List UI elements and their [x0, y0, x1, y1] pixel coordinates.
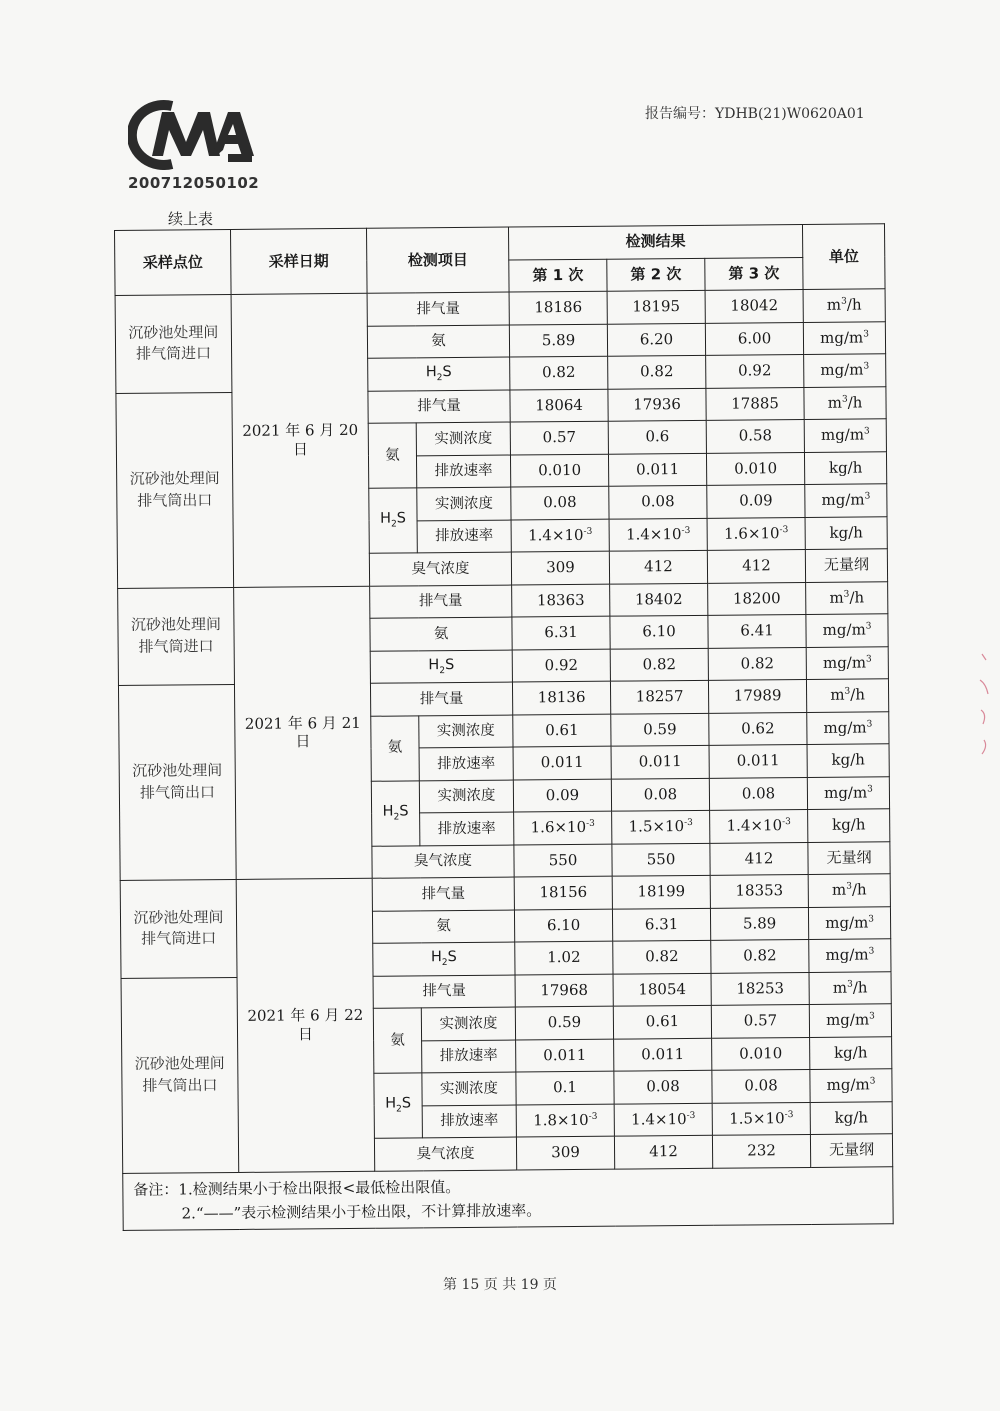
odor-value-1: 309 — [516, 1136, 614, 1169]
rate-exponent: -3 — [681, 525, 691, 536]
item-h2s — [371, 780, 420, 845]
unit-mgm3 — [806, 614, 888, 647]
outlet-nh3-rate-value-1: 0.010 — [510, 454, 608, 487]
inlet-point: 沉砂池处理间排气筒进口 — [118, 587, 235, 686]
unit-dimensionless: 无量纲 — [808, 841, 890, 874]
unit-sup: 3 — [863, 426, 870, 437]
unit-base: m — [832, 978, 848, 997]
rate-exponent: -3 — [588, 1111, 598, 1122]
unit-base: mg/m — [822, 653, 867, 672]
unit-sup: 3 — [868, 946, 875, 957]
unit-sup: 3 — [863, 361, 870, 372]
item-measured-conc: 实测浓度 — [421, 1007, 515, 1040]
inlet-h2s-value-2: 0.82 — [608, 355, 706, 388]
item-measured-conc: 实测浓度 — [419, 715, 513, 748]
item-measured-conc: 实测浓度 — [417, 487, 511, 520]
inlet-nh3-value-3: 6.41 — [708, 614, 806, 647]
unit-kgh: kg/h — [810, 1036, 892, 1069]
inlet-flow-value-2: 18402 — [610, 583, 708, 616]
item-h2s — [369, 488, 418, 553]
inlet-flow-value-1: 18363 — [512, 584, 610, 617]
outlet-nh3-conc-value-3: 0.57 — [711, 1004, 809, 1037]
odor-value-1: 309 — [511, 551, 609, 584]
unit-base: mg/m — [821, 490, 865, 510]
item-h2s — [368, 357, 510, 391]
unit-sup: 3 — [869, 1076, 876, 1087]
unit-tail: /h — [850, 685, 866, 704]
h2s-h: H — [382, 803, 394, 820]
rate-exponent: -3 — [583, 526, 593, 537]
sampling-date: 2021 年 6 月 21 日 — [234, 586, 373, 880]
unit-kgh: kg/h — [807, 744, 889, 777]
unit-mgm3 — [804, 354, 886, 387]
note-2: 2.“——”表示检测结果小于检出限，不计算排放速率。 — [181, 1200, 542, 1222]
outlet-nh3-rate-value-2: 0.011 — [614, 1038, 712, 1071]
unit-base: mg/m — [820, 328, 864, 347]
inlet-h2s-value-2: 0.82 — [613, 940, 711, 973]
inlet-h2s-value-3: 0.92 — [706, 354, 804, 387]
outlet-flow-value-2: 17936 — [608, 388, 706, 421]
odor-value-2: 412 — [609, 550, 707, 583]
header-unit: 单位 — [803, 224, 886, 290]
h2s-s: S — [396, 510, 407, 527]
unit-sup: 3 — [847, 979, 853, 990]
item-measured-conc: 实测浓度 — [416, 422, 510, 455]
outlet-nh3-conc-value-1: 0.57 — [510, 421, 608, 454]
h2s-sub: 2 — [391, 519, 397, 530]
outlet-point: 沉砂池处理间排气筒出口 — [116, 392, 234, 588]
h2s-sub: 2 — [441, 958, 448, 969]
unit-base: mg/m — [823, 783, 868, 802]
unit-tail: /h — [851, 880, 867, 899]
unit-base: m — [829, 588, 844, 607]
h2s-rate-value-3 — [707, 517, 805, 550]
unit-kgh: kg/h — [805, 451, 887, 484]
outlet-nh3-conc-value-1: 0.61 — [513, 714, 611, 747]
unit-m3h — [806, 581, 888, 614]
results-table — [114, 223, 894, 1230]
unit-tail: /h — [847, 393, 863, 412]
header-test-item: 检测项目 — [366, 227, 509, 293]
header-run-1: 第 1 次 — [509, 259, 607, 292]
unit-sup: 3 — [863, 329, 869, 340]
unit-base: mg/m — [825, 1010, 870, 1030]
unit-dimensionless: 无量纲 — [805, 549, 887, 582]
outlet-flow-value-3: 17989 — [708, 679, 806, 712]
inlet-nh3-value-2: 6.31 — [612, 908, 710, 941]
unit-mgm3 — [807, 711, 889, 744]
h2s-h: H — [430, 949, 442, 966]
outlet-nh3-conc-value-2: 0.61 — [613, 1005, 711, 1038]
unit-sup: 3 — [869, 1011, 875, 1022]
outlet-flow-value-2: 18054 — [613, 973, 711, 1006]
unit-sup: 3 — [867, 784, 873, 795]
header-results: 检测结果 — [509, 224, 803, 259]
unit-mgm3 — [803, 321, 885, 354]
item-odor: 臭气浓度 — [369, 552, 511, 586]
outlet-nh3-rate-value-1: 0.011 — [513, 746, 611, 779]
unit-sup: 3 — [841, 296, 847, 308]
h2s-s: S — [447, 949, 457, 966]
h2s-sub: 2 — [439, 665, 446, 676]
unit-tail: /h — [852, 978, 868, 997]
unit-mgm3 — [804, 419, 886, 452]
h2s-s: S — [444, 656, 455, 673]
rate-exponent: -3 — [779, 525, 789, 536]
item-flow: 排气量 — [370, 585, 512, 619]
item-ammonia: 氨 — [368, 423, 417, 488]
h2s-rate-value-3 — [712, 1102, 810, 1135]
item-emission-rate: 排放速率 — [422, 1105, 516, 1138]
inlet-nh3-value-3: 6.00 — [705, 322, 803, 355]
inlet-flow-value-3: 18200 — [708, 582, 806, 615]
unit-mgm3 — [808, 906, 890, 939]
page-footer: 第 15 页 共 19 页 — [443, 1277, 557, 1293]
outlet-h2s-conc-value-1: 0.1 — [516, 1071, 614, 1104]
rate-mantissa: 1.6×10 — [530, 818, 587, 837]
outlet-h2s-conc-value-2: 0.08 — [614, 1070, 712, 1103]
h2s-h: H — [380, 511, 392, 528]
odor-value-1: 550 — [514, 844, 612, 877]
rate-mantissa: 1.5×10 — [628, 817, 685, 836]
outlet-nh3-conc-value-2: 0.59 — [611, 713, 709, 746]
inlet-flow-value-3: 18353 — [710, 874, 808, 907]
unit-m3h — [803, 289, 885, 322]
unit-sup: 3 — [843, 589, 850, 600]
note-1: 备注：1.检测结果小于检出限报<最低检出限值。 — [133, 1177, 461, 1199]
inlet-nh3-value-2: 6.10 — [610, 615, 708, 648]
unit-base: m — [830, 686, 845, 705]
outlet-flow-value-1: 17968 — [515, 974, 613, 1007]
rate-mantissa: 1.4×10 — [631, 1109, 687, 1129]
item-h2s — [374, 1073, 423, 1138]
outlet-nh3-rate-value-3: 0.010 — [712, 1037, 810, 1070]
item-h2s — [373, 942, 515, 976]
inlet-h2s-value-2: 0.82 — [610, 648, 708, 681]
unit-dimensionless: 无量纲 — [810, 1134, 892, 1167]
results-body — [115, 289, 893, 1173]
unit-base: m — [827, 393, 843, 412]
inlet-point: 沉砂池处理间排气筒进口 — [115, 294, 232, 393]
inlet-nh3-value-1: 5.89 — [509, 324, 607, 357]
continued-label: 续上表 — [168, 210, 214, 228]
inlet-point: 沉砂池处理间排气筒进口 — [120, 879, 237, 978]
rate-mantissa: 1.4×10 — [625, 524, 682, 544]
unit-base: mg/m — [826, 1075, 870, 1095]
inlet-nh3-value-1: 6.10 — [514, 909, 612, 942]
unit-tail: /h — [846, 295, 862, 314]
inlet-flow-value-1: 18186 — [509, 291, 607, 324]
inlet-h2s-value-1: 1.02 — [515, 941, 613, 974]
unit-m3h — [809, 971, 891, 1004]
outlet-flow-value-1: 18064 — [510, 389, 608, 422]
unit-base: m — [826, 296, 842, 315]
results-table-wrapper — [114, 223, 893, 1230]
outlet-h2s-conc-value-1: 0.09 — [513, 779, 611, 812]
odor-value-2: 412 — [614, 1135, 712, 1168]
item-odor: 臭气浓度 — [372, 845, 514, 879]
h2s-rate-value-1 — [516, 1104, 614, 1137]
header-sampling-date: 采样日期 — [230, 228, 367, 294]
item-flow: 排气量 — [372, 877, 514, 911]
inlet-nh3-value-2: 6.20 — [607, 323, 705, 356]
outlet-point: 沉砂池处理间排气筒出口 — [118, 684, 236, 880]
item-emission-rate: 排放速率 — [420, 812, 514, 845]
item-odor: 臭气浓度 — [374, 1137, 516, 1171]
outlet-nh3-conc-value-2: 0.6 — [608, 420, 706, 453]
odor-value-3: 232 — [712, 1134, 810, 1167]
h2s-s: S — [401, 1095, 412, 1112]
rate-mantissa: 1.6×10 — [723, 524, 780, 543]
cma-logo — [128, 98, 254, 170]
unit-base: mg/m — [825, 945, 869, 965]
outlet-nh3-rate-value-3: 0.010 — [706, 452, 804, 485]
header-run-3: 第 3 次 — [705, 257, 803, 290]
rate-mantissa: 1.4×10 — [527, 525, 584, 545]
outlet-point: 沉砂池处理间排气筒出口 — [121, 977, 239, 1173]
unit-kgh: kg/h — [810, 1101, 892, 1134]
outlet-h2s-conc-value-3: 0.08 — [709, 777, 807, 810]
unit-sup: 3 — [865, 654, 872, 665]
h2s-rate-value-2 — [614, 1103, 712, 1136]
unit-sup: 3 — [846, 881, 852, 893]
h2s-rate-value-1 — [514, 811, 612, 844]
rate-exponent: -3 — [784, 1109, 794, 1121]
item-ammonia: 氨 — [370, 617, 512, 651]
item-measured-conc: 实测浓度 — [419, 780, 513, 813]
inlet-nh3-value-1: 6.31 — [512, 616, 610, 649]
outlet-flow-value-3: 17885 — [706, 387, 804, 420]
h2s-rate-value-3 — [710, 809, 808, 842]
unit-base: mg/m — [820, 360, 864, 380]
item-flow: 排气量 — [370, 682, 512, 716]
h2s-h: H — [425, 364, 437, 381]
item-emission-rate: 排放速率 — [419, 747, 513, 780]
h2s-h: H — [385, 1095, 397, 1113]
outlet-h2s-conc-value-2: 0.08 — [611, 778, 709, 811]
h2s-rate-value-1 — [511, 519, 609, 552]
h2s-rate-value-2 — [612, 810, 710, 843]
h2s-sub: 2 — [436, 373, 443, 384]
sampling-date: 2021 年 6 月 22 日 — [236, 878, 375, 1172]
item-emission-rate: 排放速率 — [416, 455, 510, 488]
outlet-flow-value-2: 18257 — [610, 680, 708, 713]
unit-base: mg/m — [823, 718, 867, 737]
unit-sup: 3 — [864, 491, 871, 502]
outlet-nh3-conc-value-3: 0.62 — [709, 712, 807, 745]
outlet-nh3-rate-value-2: 0.011 — [608, 453, 706, 486]
inlet-flow-value-1: 18156 — [514, 876, 612, 909]
unit-mgm3 — [809, 939, 891, 972]
rate-exponent: -3 — [686, 1110, 696, 1121]
unit-kgh: kg/h — [808, 809, 890, 842]
inlet-flow-value-2: 18195 — [607, 290, 705, 323]
inlet-nh3-value-3: 5.89 — [710, 907, 808, 940]
item-flow: 排气量 — [367, 292, 509, 326]
rate-exponent: -3 — [782, 817, 791, 828]
unit-mgm3 — [806, 646, 888, 679]
unit-tail: /h — [849, 588, 865, 607]
unit-mgm3 — [809, 1004, 891, 1037]
odor-value-3: 412 — [710, 842, 808, 875]
unit-sup: 3 — [866, 719, 873, 730]
inlet-h2s-value-1: 0.92 — [512, 649, 610, 682]
unit-sup: 3 — [844, 686, 851, 698]
unit-sup: 3 — [868, 914, 875, 925]
inlet-h2s-value-3: 0.82 — [708, 647, 806, 680]
h2s-sub: 2 — [396, 1104, 402, 1115]
header-sampling-point: 采样点位 — [115, 229, 232, 295]
outlet-nh3-conc-value-3: 0.58 — [706, 419, 804, 452]
outlet-h2s-conc-value-3: 0.08 — [712, 1069, 810, 1102]
unit-m3h — [804, 386, 886, 419]
outlet-nh3-conc-value-1: 0.59 — [515, 1006, 613, 1039]
h2s-s: S — [399, 803, 409, 820]
sampling-date: 2021 年 6 月 20 日 — [231, 293, 370, 587]
h2s-rate-value-2 — [609, 518, 707, 551]
report-number: 报告编号：YDHB(21)W0620A01 — [645, 106, 865, 122]
item-emission-rate: 排放速率 — [417, 520, 511, 553]
odor-value-3: 412 — [707, 549, 805, 582]
unit-m3h — [806, 679, 888, 712]
notes-cell — [123, 1166, 894, 1230]
odor-value-2: 550 — [612, 843, 710, 876]
h2s-sub: 2 — [393, 812, 400, 823]
unit-sup: 3 — [841, 394, 848, 405]
unit-base: m — [831, 881, 847, 900]
h2s-h: H — [428, 656, 440, 673]
unit-mgm3 — [807, 776, 889, 809]
outlet-nh3-rate-value-1: 0.011 — [516, 1039, 614, 1072]
rate-mantissa: 1.4×10 — [726, 816, 783, 836]
inlet-h2s-value-1: 0.82 — [510, 356, 608, 389]
header-run-2: 第 2 次 — [607, 258, 705, 291]
unit-mgm3 — [805, 484, 887, 517]
item-measured-conc: 实测浓度 — [422, 1072, 516, 1105]
inlet-flow-value-3: 18042 — [705, 289, 803, 322]
item-ammonia: 氨 — [373, 1008, 422, 1073]
item-ammonia: 氨 — [371, 715, 420, 780]
inlet-h2s-value-3: 0.82 — [711, 939, 809, 972]
unit-base: mg/m — [822, 620, 866, 640]
item-ammonia: 氨 — [367, 325, 509, 359]
unit-sup: 3 — [865, 621, 872, 632]
outlet-flow-value-3: 18253 — [711, 972, 809, 1005]
rate-mantissa: 1.5×10 — [729, 1109, 785, 1128]
item-flow: 排气量 — [368, 390, 510, 424]
outlet-h2s-conc-value-2: 0.08 — [609, 485, 707, 518]
unit-base: mg/m — [825, 913, 869, 932]
outlet-h2s-conc-value-1: 0.08 — [511, 486, 609, 519]
inlet-flow-value-2: 18199 — [612, 875, 710, 908]
rate-exponent: -3 — [684, 818, 693, 829]
unit-kgh: kg/h — [805, 516, 887, 549]
item-ammonia: 氨 — [372, 910, 514, 944]
outlet-nh3-rate-value-2: 0.011 — [611, 745, 709, 778]
h2s-s: S — [442, 364, 452, 381]
item-emission-rate: 排放速率 — [422, 1040, 516, 1073]
seal-mark — [978, 650, 994, 760]
outlet-flow-value-1: 18136 — [512, 681, 610, 714]
outlet-h2s-conc-value-3: 0.09 — [707, 484, 805, 517]
rate-mantissa: 1.8×10 — [533, 1110, 589, 1130]
outlet-nh3-rate-value-3: 0.011 — [709, 744, 807, 777]
item-h2s — [370, 650, 512, 684]
item-flow: 排气量 — [373, 975, 515, 1009]
cma-cert-number: 200712050102 — [128, 174, 260, 192]
rate-exponent: -3 — [586, 819, 595, 830]
unit-base: mg/m — [820, 425, 865, 445]
unit-mgm3 — [810, 1069, 892, 1102]
unit-m3h — [808, 874, 890, 907]
